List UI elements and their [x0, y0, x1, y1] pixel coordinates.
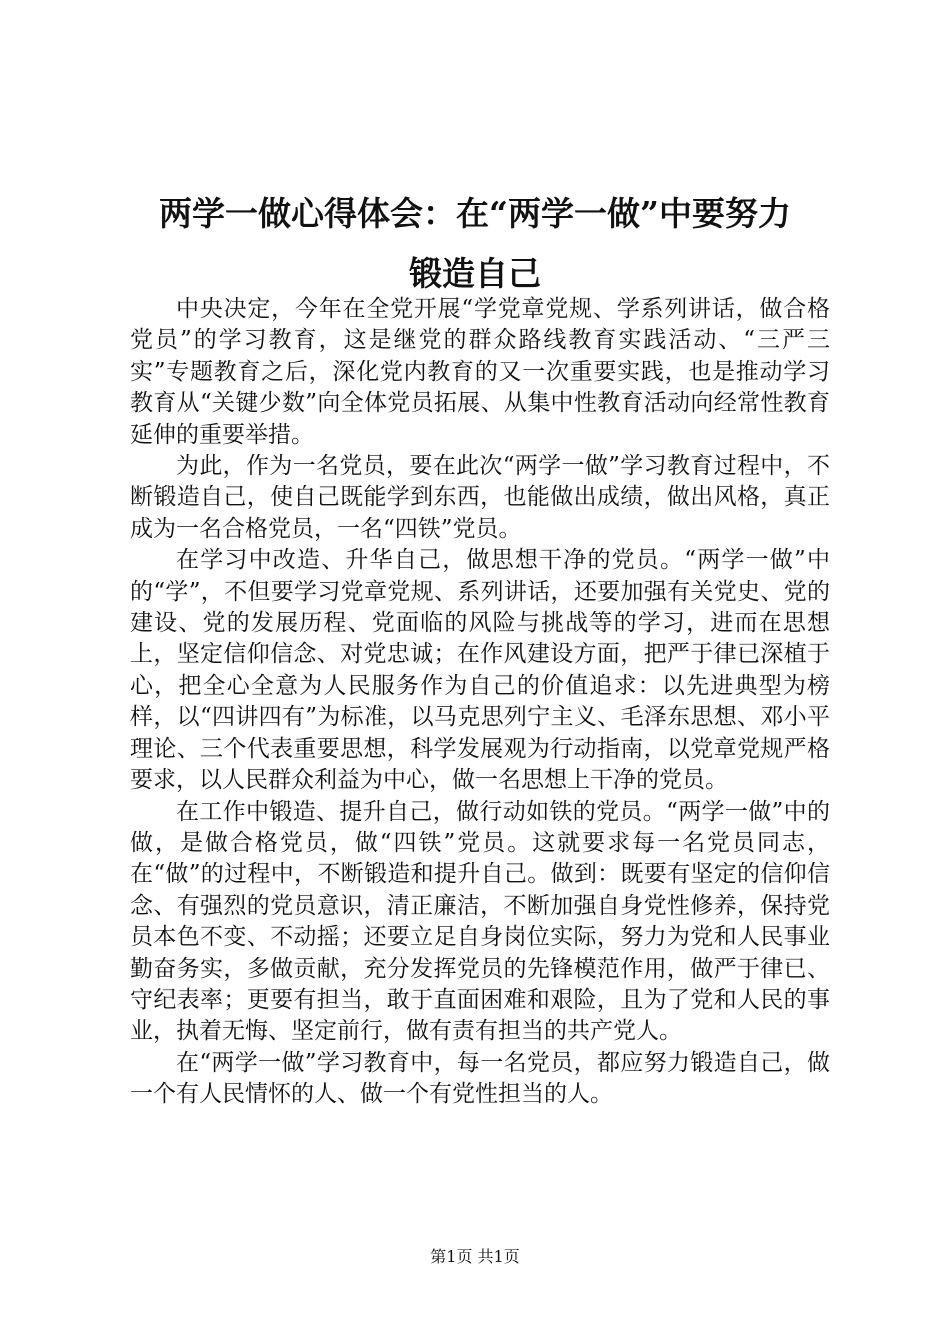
paragraph-5: 在“两学一做”学习教育中，每一名党员，都应努力锻造自己，做一个有人民情怀的人、做一个有党性担当的人。 — [130, 1049, 830, 1108]
paragraph-2: 为此，作为一名党员，要在此次“两学一做”学习教育过程中，不断锻造自己，使自己既能学到东西，也能做出成绩，做出风格，真正成为一名合格党员，一名“四铁”党员。 — [130, 453, 830, 542]
page-number-footer: 第1页 共1页 — [430, 1247, 520, 1266]
document-title-line-1: 两学一做心得体会：在“两学一做”中要努力 — [159, 194, 791, 233]
paragraph-4: 在工作中锻造、提升自己，做行动如铁的党员。“两学一做”中的做，是做合格党员，做“四铁”党员。这就要求每一名党员同志，在“做”的过程中，不断锻造和提升自己。做到：既要有坚定的信仰信念、有强烈的党员意识，清正廉洁，不断加强自身党性修养，保持党员本色不变、不动摇；还要立足自身岗位实际，努力为党和人民事业勤奋务实，多做贡献，充分发挥党员的先锋模范作用，做严于律已、守纪表率；更要有担当，敢于直面困难和艰险，且为了党和人民的事业，执着无悔、坚定前行，做有责有担当的共产党人。 — [130, 798, 830, 1045]
paragraph-1: 中央决定，今年在全党开展“学党章党规、学系列讲话，做合格党员”的学习教育，这是继党的群众路线教育实践活动、“三严三实”专题教育之后，深化党内教育的又一次重要实践，也是推动学习教育从“关键少数”向全体党员拓展、从集中性教育活动向经常性教育延伸的重要举措。 — [130, 296, 830, 448]
document-body — [130, 294, 830, 1111]
paragraph-3: 在学习中改造、升华自己，做思想干净的党员。“两学一做”中的“学”，不但要学习党章党规、系列讲话，还要加强有关党史、党的建设、党的发展历程、党面临的风险与挑战等的学习，进而在思想上，坚定信仰信念、对党忠诚；在作风建设方面，把严于律已深植于心，把全心全意为人民服务作为自己的价值追求：以先进典型为榜样，以“四讲四有”为标准，以马克思列宁主义、毛泽东思想、邓小平理论、三个代表重要思想，科学发展观为行动指南，以党章党规严格要求，以人民群众利益为中心，做一名思想上干净的党员。 — [130, 547, 830, 794]
document-title-line-2: 锻造自己 — [409, 254, 541, 293]
